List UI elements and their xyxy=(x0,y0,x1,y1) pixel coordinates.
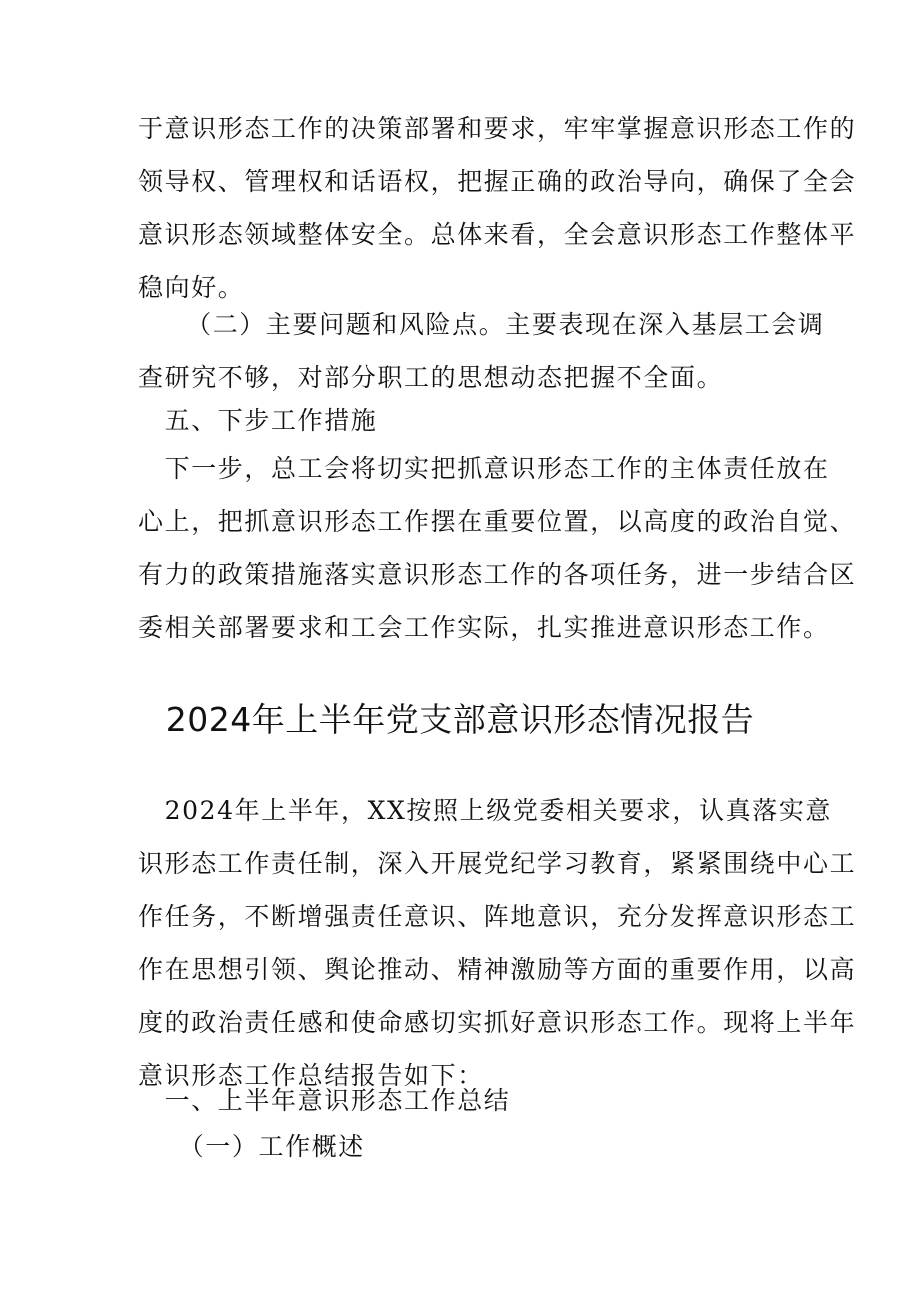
section-heading-half-year-summary: 一、上半年意识形态工作总结 xyxy=(138,1086,511,1115)
text-line: 委相关部署要求和工会工作实际，扎实推进意识形态工作。 xyxy=(138,613,830,642)
text-line: 度的政治责任感和使命感切实抓好意识形态工作。现将上半年 xyxy=(138,1008,857,1037)
paragraph-problems-risks xyxy=(138,298,825,404)
section-heading-next-steps: 五、下步工作措施 xyxy=(138,406,378,435)
text-line: 作任务，不断增强责任意识、阵地意识，充分发挥意识形态工 xyxy=(138,902,857,931)
text-line: 心上，把抓意识形态工作摆在重要位置，以高度的政治自觉、 xyxy=(138,507,857,536)
paragraph-next-steps xyxy=(138,442,857,654)
text-line: 2024年上半年，XX按照上级党委相关要求，认真落实意 xyxy=(138,796,833,825)
text-line: 有力的政策措施落实意识形态工作的各项任务，进一步结合区 xyxy=(138,560,857,589)
text-line: 意识形态工作总结报告如下： xyxy=(138,1061,484,1090)
text-line: 意识形态领域整体安全。总体来看，全会意识形态工作整体平 xyxy=(138,220,857,249)
paragraph-responsibility-summary xyxy=(138,102,857,314)
text-line: 下一步，总工会将切实把抓意识形态工作的主体责任放在 xyxy=(138,454,830,483)
subsection-heading-work-overview: （一）工作概述 xyxy=(138,1132,365,1161)
text-line: 识形态工作责任制，深入开展党纪学习教育，紧紧围绕中心工 xyxy=(138,849,857,878)
text-line: 领导权、管理权和话语权，把握正确的政治导向，确保了全会 xyxy=(138,167,857,196)
text-line: 稳向好。 xyxy=(138,273,245,302)
paragraph-report-intro xyxy=(138,784,857,1102)
text-line: 于意识形态工作的决策部署和要求，牢牢掌握意识形态工作的 xyxy=(138,114,857,143)
text-line: 作在思想引领、舆论推动、精神激励等方面的重要作用，以高 xyxy=(138,955,857,984)
text-line: 查研究不够，对部分职工的思想动态把握不全面。 xyxy=(138,363,724,392)
text-line: （二）主要问题和风险点。主要表现在深入基层工会调 xyxy=(172,310,825,339)
report-title: 2024年上半年党支部意识形态情况报告 xyxy=(165,700,755,739)
